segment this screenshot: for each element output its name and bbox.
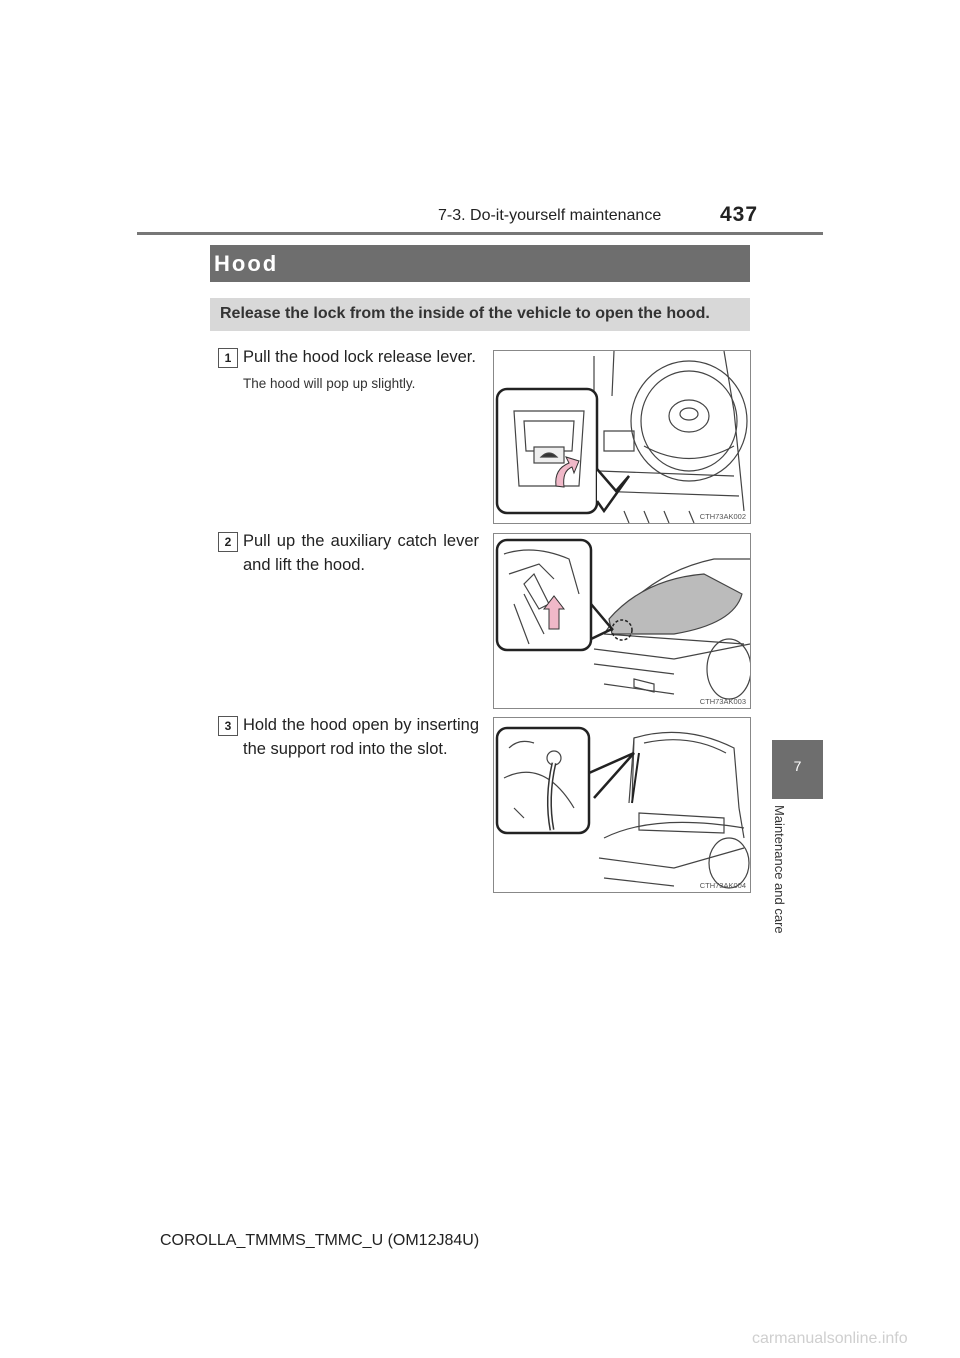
support-rod-figure xyxy=(493,717,751,893)
step-text: Hold the hood open by inserting the support rod into the slot. xyxy=(243,716,479,758)
section-title: 7-3. Do-it-yourself maintenance xyxy=(438,207,662,224)
step-text: Pull the hood lock release lever. xyxy=(243,348,476,366)
figure-code: CTH73AK003 xyxy=(699,697,746,706)
chapter-tab xyxy=(772,740,823,799)
title-bar xyxy=(210,245,750,282)
auxiliary-catch-figure xyxy=(493,533,751,709)
step-number: 1 xyxy=(218,348,238,368)
intro-bar xyxy=(210,298,750,331)
dashboard-illustration xyxy=(494,351,750,523)
hood-front-illustration xyxy=(494,534,750,708)
chapter-label-text: Maintenance and care xyxy=(772,805,787,934)
figure-code: CTH73AK002 xyxy=(699,512,746,521)
page-title: Hood xyxy=(214,251,279,276)
step-text: Pull up the auxiliary catch lever and lift the hood. xyxy=(243,532,479,574)
document-footer: COROLLA_TMMMS_TMMC_U (OM12J84U) xyxy=(160,1232,480,1249)
step-number: 3 xyxy=(218,716,238,736)
chapter-number: 7 xyxy=(793,758,802,774)
hood-release-lever-figure xyxy=(493,350,751,524)
watermark: carmanualsonline.info xyxy=(752,1330,908,1347)
hood-open-illustration xyxy=(494,718,750,892)
step-note: The hood will pop up slightly. xyxy=(243,376,416,391)
intro-text: Release the lock from the inside of the vehicle to open the hood. xyxy=(220,305,710,322)
page-number: 437 xyxy=(720,203,759,226)
step-number: 2 xyxy=(218,532,238,552)
figure-code: CTH73AK004 xyxy=(699,881,746,890)
chapter-label xyxy=(768,805,798,955)
header-divider xyxy=(137,232,823,235)
